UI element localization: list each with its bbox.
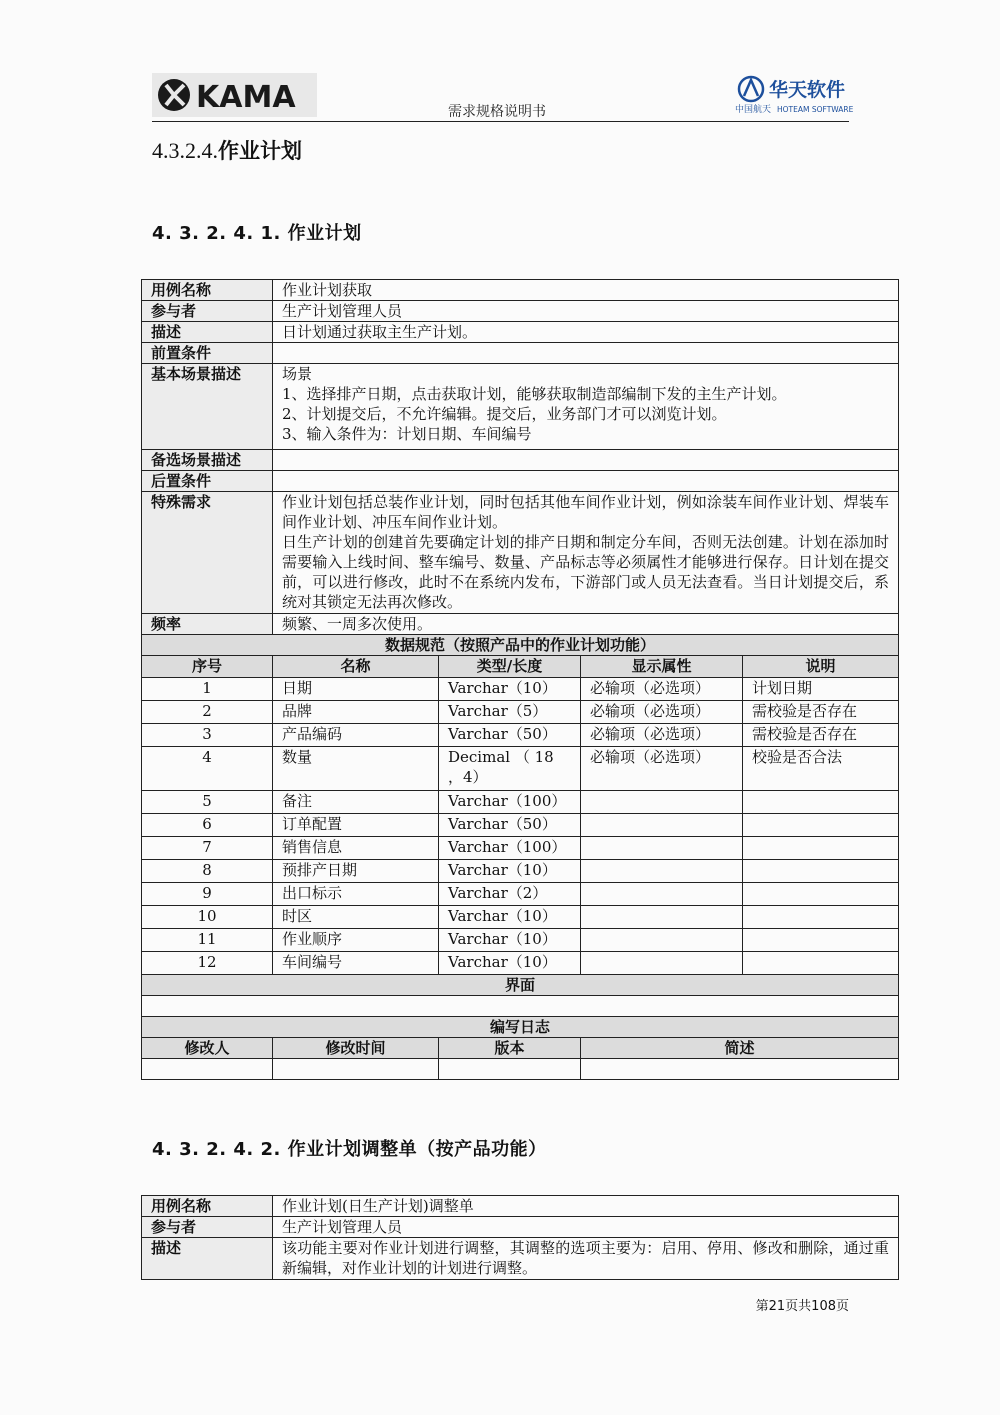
spec-no: 1: [142, 678, 273, 701]
basic-scenario: [273, 364, 899, 450]
page-number: 第21页共108页: [755, 1299, 849, 1314]
spec-row: [142, 747, 899, 791]
special-req-para: 日生产计划的创建首先要确定计划的排产日期和制定分车间，否则无法创建。计划在添加时需要输入上线时间、整车编号、数量、产品标志等必须属性才能够进行保存。日计划在提交前，可以进行修改，此时不在系统内发布，下游部门或人员无法查看。当日计划提交后，系统对其锁定无法再次修改。: [282, 533, 890, 611]
spec-no: 2: [142, 701, 273, 724]
frequency: 频繁、一周多次使用。: [273, 614, 899, 635]
label-postcondition: 后置条件: [142, 471, 273, 492]
spec-note: [743, 929, 899, 952]
spec-name: 出口标示: [273, 883, 439, 906]
spec-no: 8: [142, 860, 273, 883]
spec-name: 备注: [273, 791, 439, 814]
kama-logo-text: KAMA: [196, 80, 296, 115]
basic-scenario-line: 3、输入条件为：计划日期、车间编号: [282, 425, 532, 443]
col-header: 类型/长度: [439, 656, 581, 678]
log-cell: [581, 1059, 899, 1080]
spec-type: Varchar（10）: [439, 860, 581, 883]
spec-no: 11: [142, 929, 273, 952]
spec-attr: 必输项（必选项）: [581, 724, 743, 747]
hoteam-logo: [733, 72, 853, 116]
spec-attr: [581, 814, 743, 837]
col-header: 名称: [273, 656, 439, 678]
label-actor: 参与者: [142, 301, 273, 322]
spec-no: 3: [142, 724, 273, 747]
log-cell: [273, 1059, 439, 1080]
log-cell: [142, 1059, 273, 1080]
spec-type: Varchar（50）: [439, 814, 581, 837]
hoteam-logo-sub-en: HOTEAM SOFTWARE: [777, 105, 853, 114]
spec-note: 计划日期: [743, 678, 899, 701]
spec-row: [142, 860, 899, 883]
alt-scenario: [273, 450, 899, 471]
log-col-header: 修改人: [142, 1038, 273, 1059]
spec-note: [743, 791, 899, 814]
label-special-req: 特殊需求: [142, 492, 273, 614]
usecase-name: 作业计划获取: [273, 280, 899, 301]
spec-attr: 必输项（必选项）: [581, 678, 743, 701]
spec-type: Varchar（10）: [439, 906, 581, 929]
subsection-heading-1: 4. 3. 2. 4. 1. 作业计划: [152, 223, 362, 244]
spec-note: 需校验是否存在: [743, 724, 899, 747]
log-col-header: 简述: [581, 1038, 899, 1059]
col-header: 显示属性: [581, 656, 743, 678]
spec-no: 5: [142, 791, 273, 814]
spec-name: 日期: [273, 678, 439, 701]
actor-2: 生产计划管理人员: [273, 1217, 899, 1238]
spec-row: [142, 952, 899, 975]
spec-attr: [581, 791, 743, 814]
spec-attr: [581, 860, 743, 883]
label-description-2: 描述: [142, 1238, 273, 1280]
spec-attr: [581, 929, 743, 952]
label-actor-2: 参与者: [142, 1217, 273, 1238]
basic-scenario-line: 2、计划提交后，不允许编辑。提交后，业务部门才可以浏览计划。: [282, 405, 727, 423]
spec-row: [142, 883, 899, 906]
col-header: 序号: [142, 656, 273, 678]
spec-attr: 必输项（必选项）: [581, 747, 743, 791]
data-spec-title: 数据规范（按照产品中的作业计划功能）: [142, 635, 899, 656]
spec-row: [142, 906, 899, 929]
postcondition: [273, 471, 899, 492]
spec-attr: [581, 952, 743, 975]
spec-name: 销售信息: [273, 837, 439, 860]
spec-type: Varchar（10）: [439, 678, 581, 701]
spec-name: 订单配置: [273, 814, 439, 837]
spec-name: 产品编码: [273, 724, 439, 747]
spec-type: Varchar（100）: [439, 791, 581, 814]
spec-note: [743, 837, 899, 860]
spec-row: [142, 837, 899, 860]
spec-row: [142, 929, 899, 952]
spec-no: 12: [142, 952, 273, 975]
spec-name: 时区: [273, 906, 439, 929]
spec-note: [743, 906, 899, 929]
log-col-header: 修改时间: [273, 1038, 439, 1059]
spec-name: 预排产日期: [273, 860, 439, 883]
spec-type: Varchar（5）: [439, 701, 581, 724]
spec-no: 10: [142, 906, 273, 929]
section-number: 4.3.2.4.: [152, 138, 218, 163]
spec-row: [142, 701, 899, 724]
spec-name: 数量: [273, 747, 439, 791]
spec-note: 需校验是否存在: [743, 701, 899, 724]
description-2: 该功能主要对作业计划进行调整，其调整的选项主要为：启用、停用、修改和删除，通过重新编辑，对作业计划的计划进行调整。: [273, 1238, 899, 1280]
log-cell: [439, 1059, 581, 1080]
hoteam-logo-cn: 华天软件: [769, 79, 846, 101]
precondition: [273, 343, 899, 364]
kama-logo: [152, 73, 317, 117]
spec-row: [142, 791, 899, 814]
spec-attr: 必输项（必选项）: [581, 701, 743, 724]
spec-no: 6: [142, 814, 273, 837]
usecase-name-2: 作业计划(日生产计划)调整单: [273, 1196, 899, 1217]
spec-note: 校验是否合法: [743, 747, 899, 791]
spec-name: 品牌: [273, 701, 439, 724]
label-usecase-name-2: 用例名称: [142, 1196, 273, 1217]
subsection-heading-2: 4. 3. 2. 4. 2. 作业计划调整单（按产品功能）: [152, 1139, 547, 1160]
spec-note: [743, 952, 899, 975]
spec-note: [743, 860, 899, 883]
spec-name: 作业顺序: [273, 929, 439, 952]
spec-note: [743, 883, 899, 906]
label-description: 描述: [142, 322, 273, 343]
header-divider: [152, 121, 849, 122]
section-title: 作业计划: [218, 139, 302, 163]
spec-type: Varchar（50）: [439, 724, 581, 747]
ui-content: [142, 996, 899, 1017]
col-header: 说明: [743, 656, 899, 678]
label-basic-scenario: 基本场景描述: [142, 364, 273, 450]
label-usecase-name: 用例名称: [142, 280, 273, 301]
label-alt-scenario: 备选场景描述: [142, 450, 273, 471]
actor: 生产计划管理人员: [273, 301, 899, 322]
label-precondition: 前置条件: [142, 343, 273, 364]
spec-attr: [581, 883, 743, 906]
spec-type: Decimal （ 18 ，4）: [439, 747, 581, 791]
spec-row: [142, 724, 899, 747]
special-req-para: 作业计划包括总装作业计划，同时包括其他车间作业计划，例如涂装车间作业计划、焊装车间作业计划、冲压车间作业计划。: [282, 493, 890, 531]
log-title: 编写日志: [142, 1017, 899, 1038]
spec-row: [142, 814, 899, 837]
document-title: 需求规格说明书: [448, 104, 546, 120]
hoteam-logo-sub-cn: 中国航天: [735, 105, 772, 115]
spec-attr: [581, 906, 743, 929]
spec-type: Varchar（10）: [439, 929, 581, 952]
spec-no: 9: [142, 883, 273, 906]
special-requirements: [273, 492, 899, 614]
spec-no: 7: [142, 837, 273, 860]
spec-no: 4: [142, 747, 273, 791]
log-col-header: 版本: [439, 1038, 581, 1059]
spec-note: [743, 814, 899, 837]
spec-attr: [581, 837, 743, 860]
usecase-table-1: [141, 279, 899, 1080]
section-heading: [152, 135, 302, 165]
spec-row: [142, 678, 899, 701]
spec-type: Varchar（2）: [439, 883, 581, 906]
basic-scenario-line: 1、选择排产日期，点击获取计划，能够获取制造部编制下发的主生产计划。: [282, 385, 787, 403]
spec-type: Varchar（10）: [439, 952, 581, 975]
spec-type: Varchar（100）: [439, 837, 581, 860]
spec-name: 车间编号: [273, 952, 439, 975]
basic-scenario-line: 场景: [282, 365, 313, 383]
description: 日计划通过获取主生产计划。: [273, 322, 899, 343]
ui-title: 界面: [142, 975, 899, 996]
label-frequency: 频率: [142, 614, 273, 635]
usecase-table-2: [141, 1195, 899, 1280]
